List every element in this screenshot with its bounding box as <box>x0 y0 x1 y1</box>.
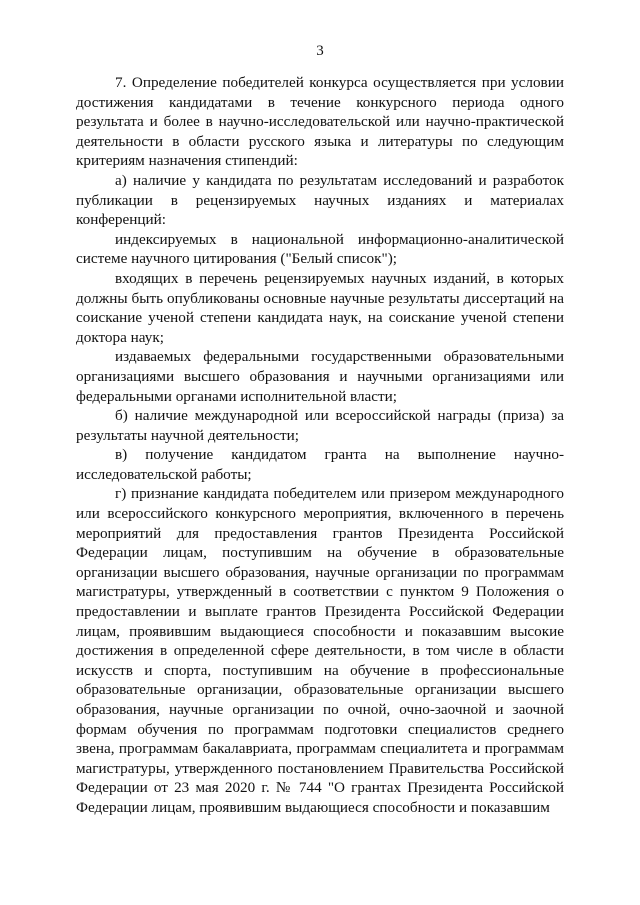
paragraph-subitem-g: г) признание кандидата победителем или призером международного или всероссийского конкурсного мероприятия, включенного в перечень мероприятий для предоставления грантов Президента Российской Федерации лицам, поступившим на обучение в образовательные организации высшего образования, научные организации по программам магистратуры, утвержденный в соответствии с пунктом 9 Положения о предоставлении и выплате грантов Президента Российской Федерации лицам, проявившим выдающиеся способности и показавшим высокие достижения в определенной сфере деятельности, в том числе в области искусств и спорта, поступившим на обучение в профессиональные образовательные организации, образовательные организации высшего образования, научные организации по очной, очно-заочной и заочной формам обучения по программам подготовки специалистов среднего звена, программам бакалавриата, программам специалитета и программам магистратуры, утвержденного постановлением Правительства Российской Федерации от 23 мая 2020 г. № 744 "О грантах Президента Российской Федерации лицам, проявившим выдающиеся способности и показавшим <box>76 485 564 816</box>
paragraph-peer-reviewed-list: входящих в перечень рецензируемых научных изданий, в которых должны быть опубликованы основные научные результаты диссертаций на соискание ученой степени кандидата наук, на соискание ученой степени доктора наук; <box>76 269 564 346</box>
paragraph-subitem-b: б) наличие международной или всероссийской награды (приза) за результаты научной деятельности; <box>76 407 564 444</box>
paragraph-item-7: 7. Определение победителей конкурса осуществляется при условии достижения кандидатами в течение конкурсного периода одного результата и более в научно-исследовательской или научно-практической деятельности в области русского языка и литературы по следующим критериям назначения стипендий: <box>76 74 564 170</box>
page-number: 3 <box>316 43 324 59</box>
document-body <box>76 73 564 818</box>
paragraph-subitem-v: в) получение кандидатом гранта на выполнение научно-исследовательской работы; <box>76 446 564 483</box>
paragraph-subitem-a: а) наличие у кандидата по результатам исследований и разработок публикации в рецензируемых научных изданиях и материалах конференций: <box>76 171 564 229</box>
paragraph-federal-publishers: издаваемых федеральными государственными образовательными организациями высшего образования и научными организациями или федеральными органами исполнительной власти; <box>76 348 564 405</box>
paragraph-indexed-white-list: индексируемых в национальной информационно-аналитической системе научного цитирования ("Белый список"); <box>76 230 564 268</box>
